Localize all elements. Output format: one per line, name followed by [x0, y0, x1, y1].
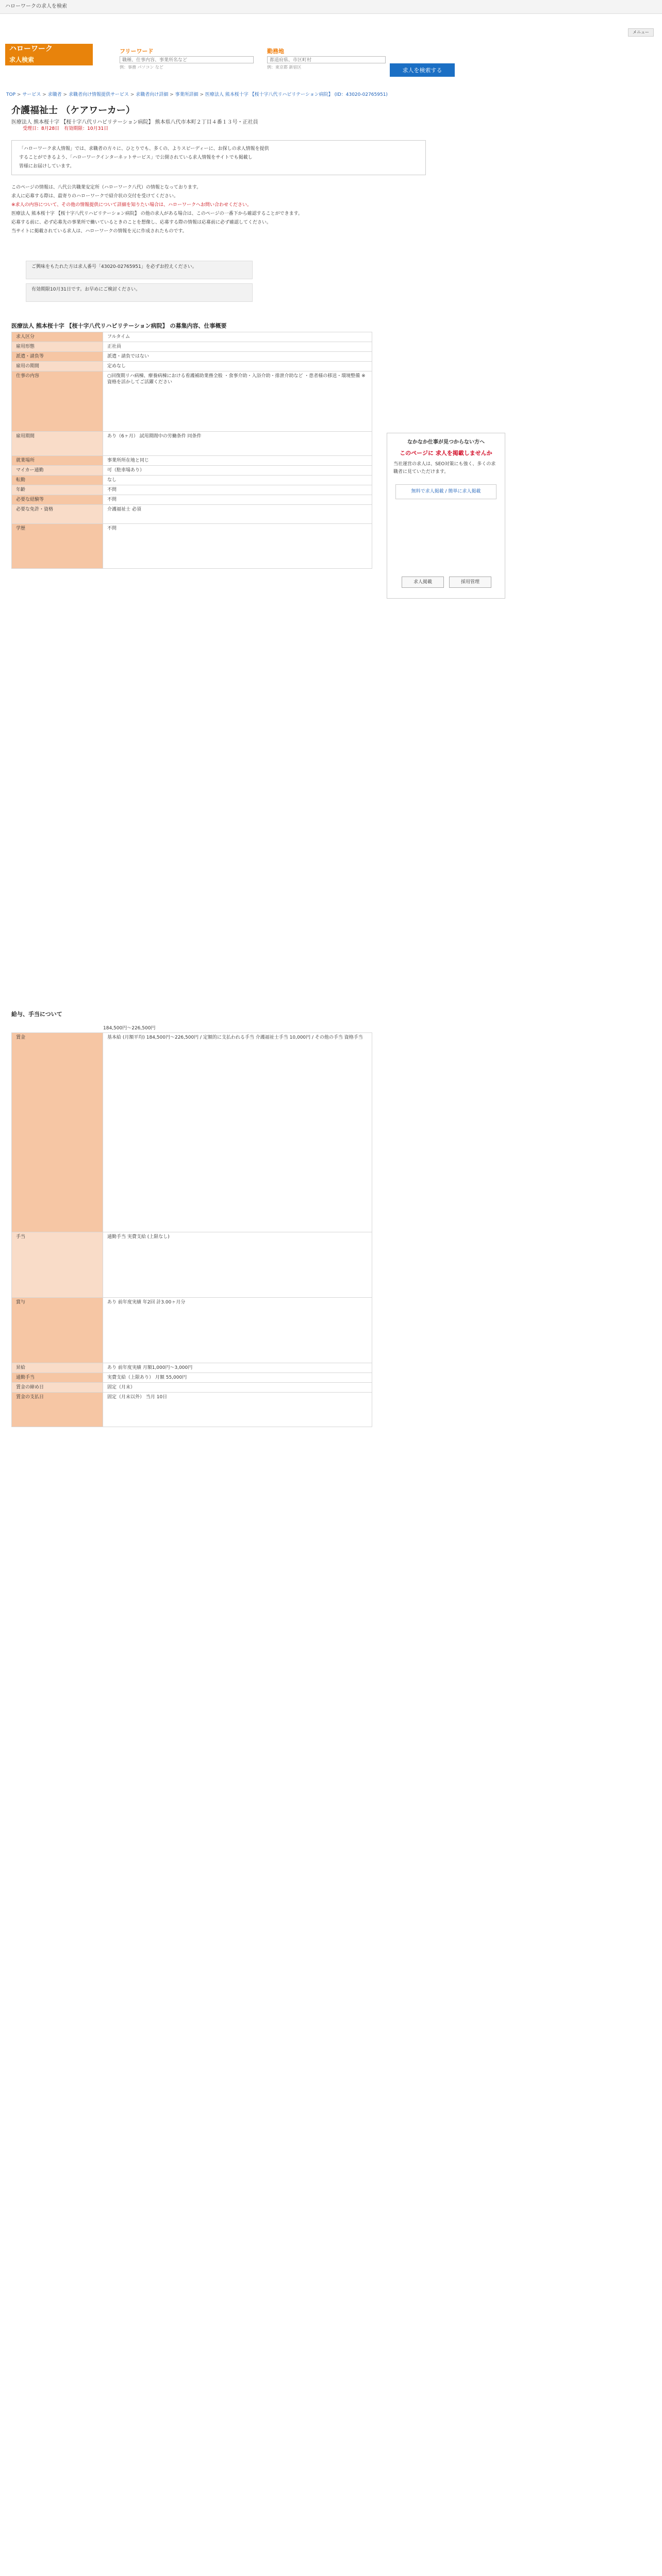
table-row	[12, 432, 372, 456]
table-row	[12, 362, 372, 371]
table-row	[12, 1298, 372, 1363]
row-key: マイカー通勤	[12, 466, 103, 476]
intro-paragraph: 応募する前に、必ず応募先の事業所で働いているときのことを想像し、応募する際の情報は応募前に必ず確認してください。	[11, 220, 272, 225]
row-key: 賃金の締め日	[12, 1383, 103, 1393]
job-summary-table	[11, 332, 372, 569]
page-subtitle: 医療法人 熊本桜十字 【桜十字八代リハビリテーション病院】 熊本県八代市本町２丁目４番１３号・正社員	[11, 120, 258, 125]
breadcrumb-item[interactable]: 求職者向け詳細	[136, 92, 169, 97]
row-value: 通勤手当 実費支給 (上限なし)	[103, 1232, 372, 1298]
search-button[interactable]: 求人を検索する	[390, 63, 455, 77]
row-key: 年齢	[12, 485, 103, 495]
table-row	[12, 505, 372, 524]
location-input[interactable]	[267, 56, 386, 63]
intro-text	[11, 183, 434, 236]
sidebar-red-text: このページに 求人を掲載しませんか	[400, 450, 492, 456]
intro-paragraph: このページの情報は、八代公共職業安定所（ハローワーク八代）の情報となっております。	[11, 185, 202, 190]
section-title: 給与、手当について	[11, 1011, 62, 1018]
site-header	[0, 14, 662, 74]
callout-job-number: ご興味をもたれた方は求人番号「43020-02765951」を必ずお控えください。	[26, 261, 253, 279]
sidebar-ad	[387, 433, 505, 599]
page-subtitle-dates: 受理日：8月28日 有効期限：10月31日	[23, 126, 109, 131]
row-value: あり 前年度実績 月額1,000円〜3,000円	[103, 1363, 372, 1373]
breadcrumb-item[interactable]: 求職者	[47, 92, 62, 97]
table-row	[12, 1373, 372, 1383]
row-value: フルタイム	[103, 332, 372, 342]
table-row	[12, 352, 372, 362]
logo-line2: 求人検索	[9, 56, 35, 63]
topbar	[0, 0, 662, 14]
table-row	[12, 485, 372, 495]
row-key: 仕事の内容	[12, 371, 103, 432]
row-key: 必要な免許・資格	[12, 505, 103, 524]
breadcrumb-current: 医療法人 熊本桜十字 【桜十字八代リハビリテーション病院】 (ID：43020-02765951)	[205, 92, 388, 97]
topbar-text: ハローワークの求人を検索	[5, 4, 67, 9]
breadcrumb-item[interactable]: 求職者向け情報提供サービス	[68, 92, 129, 97]
row-key: 雇用の期間	[12, 362, 103, 371]
row-key: 賃金の支払日	[12, 1393, 103, 1427]
row-key: 手当	[12, 1232, 103, 1298]
row-value: 不問	[103, 524, 372, 569]
logo-line1: ハローワーク	[9, 45, 53, 53]
row-key: 雇用形態	[12, 342, 103, 352]
row-value: 介護福祉士 必須	[103, 505, 372, 524]
table-row	[12, 1393, 372, 1427]
sidebar-manage-button[interactable]: 採用管理	[449, 577, 491, 588]
row-value: 基本給 (月額平均) 184,500円〜226,500円 / 定額的に支払われる手当 介護福祉士手当 10,000円 / その他の手当 資格手当	[103, 1033, 372, 1232]
row-key: 学歴	[12, 524, 103, 569]
row-value: 定めなし	[103, 362, 372, 371]
breadcrumb: TOP > サービス > 求職者 > 求職者向け情報提供サービス > 求職者向け詳細 > 事業所詳細 > 医療法人 熊本桜十字 【桜十字八代リハビリテーション病院】 (ID：43020-02765951)	[6, 92, 388, 97]
table-row	[12, 332, 372, 342]
row-value: 不問	[103, 495, 372, 505]
notice-line: することができるよう、「ハローワークインターネットサービス」で公開されている求人情報をサイトでも掲載し	[19, 155, 253, 160]
location-hint: 例：東京都 新宿区	[267, 65, 302, 70]
row-value: 実費支給（上限あり） 月額 55,000円	[103, 1373, 372, 1383]
row-value: ○回復期リハ病棟、療養病棟における看護補助業務全般 ・食事介助・入浴介助・排泄介助など ・患者様の移送・環境整備 ※資格を活かしてご活躍ください	[103, 371, 372, 432]
page-title: 介護福祉士 （ケアワーカー）	[11, 105, 135, 116]
row-value: 固定（月末）	[103, 1383, 372, 1393]
row-value: 事業所所在地と同じ	[103, 456, 372, 466]
breadcrumb-item[interactable]: サービス	[22, 92, 41, 97]
section-title: 医療法人 熊本桜十字 【桜十字八代リハビリテーション病院】 の募集内容、仕事概要	[11, 323, 227, 329]
row-key: 就業場所	[12, 456, 103, 466]
row-key: 通勤手当	[12, 1373, 103, 1383]
row-key: 賃金	[12, 1033, 103, 1232]
freeword-hint: 例：事務 パソコン など	[120, 65, 163, 70]
table-row	[12, 466, 372, 476]
row-key: 雇用期間	[12, 432, 103, 456]
row-value: 正社員	[103, 342, 372, 352]
sidebar-text: 当社運営の求人は、SEO対策にも強く、多くの求職者に見ていただけます。	[393, 462, 496, 474]
intro-paragraph: 求人に応募する際は、最寄りのハローワークで紹介状の交付を受けてください。	[11, 194, 179, 199]
table-row	[12, 456, 372, 466]
table-row	[12, 1383, 372, 1393]
sidebar-link-box[interactable]: 無料で求人掲載 / 簡単に求人掲載	[395, 484, 496, 499]
intro-paragraph: 医療法人 熊本桜十字 【桜十字八代リハビリテーション病院】 の他の求人がある場合は、このページの一番下から確認することができます。	[11, 211, 303, 216]
sidebar-heading: なかなか仕事が見つからない方へ	[407, 439, 485, 445]
site-logo[interactable]	[5, 44, 93, 65]
row-key: 昇給	[12, 1363, 103, 1373]
row-value: 固定（月末以外） 当月 10日	[103, 1393, 372, 1427]
row-key: 派遣・請負等	[12, 352, 103, 362]
row-key: 必要な経験等	[12, 495, 103, 505]
row-value: 不問	[103, 485, 372, 495]
intro-paragraph: 当サイトに掲載されている求人は、ハローワークの情報を元に作成されたものです。	[11, 229, 187, 234]
row-value: 可（駐車場あり）	[103, 466, 372, 476]
salary-table	[11, 1032, 372, 1427]
table-row	[12, 1363, 372, 1373]
callout-deadline: 有効期限10月31日です。お早めにご検討ください。	[26, 283, 253, 302]
row-value: 派遣・請負ではない	[103, 352, 372, 362]
table-row	[12, 476, 372, 485]
freeword-input[interactable]	[120, 56, 254, 63]
freeword-label: フリーワード	[120, 48, 154, 55]
row-value: なし	[103, 476, 372, 485]
row-key: 求人区分	[12, 332, 103, 342]
row-value: あり 前年度実績 年2回 計3.00ヶ月分	[103, 1298, 372, 1363]
table-row	[12, 1033, 372, 1232]
location-label: 勤務地	[267, 48, 284, 55]
sidebar-post-button[interactable]: 求人掲載	[402, 577, 444, 588]
table-row	[12, 371, 372, 432]
breadcrumb-item[interactable]: 事業所詳細	[175, 92, 198, 97]
table-row	[12, 342, 372, 352]
row-value: あり（6ヶ月） 試用期間中の労働条件 同条件	[103, 432, 372, 456]
menu-button[interactable]: メニュー	[628, 28, 654, 37]
row-key: 転勤	[12, 476, 103, 485]
intro-paragraph: ※求人の内容について、その他の情報提供について詳細を知りたい場合は、ハローワークへお問い合わせください。	[11, 202, 252, 208]
row-key: 賞与	[12, 1298, 103, 1363]
notice-line: 「ハローワーク求人情報」では、求職者の方々に、ひとりでも、多くの、よりスピーディーに、お探しの求人情報を提供	[19, 146, 269, 151]
notice-line: 皆様にお届けしています。	[19, 164, 75, 169]
table-row	[12, 524, 372, 569]
breadcrumb-item[interactable]: TOP	[6, 92, 16, 97]
table-row	[12, 495, 372, 505]
table-row	[12, 1232, 372, 1298]
salary-range: 184,500円〜226,500円	[103, 1026, 156, 1031]
notice-box	[11, 140, 426, 175]
